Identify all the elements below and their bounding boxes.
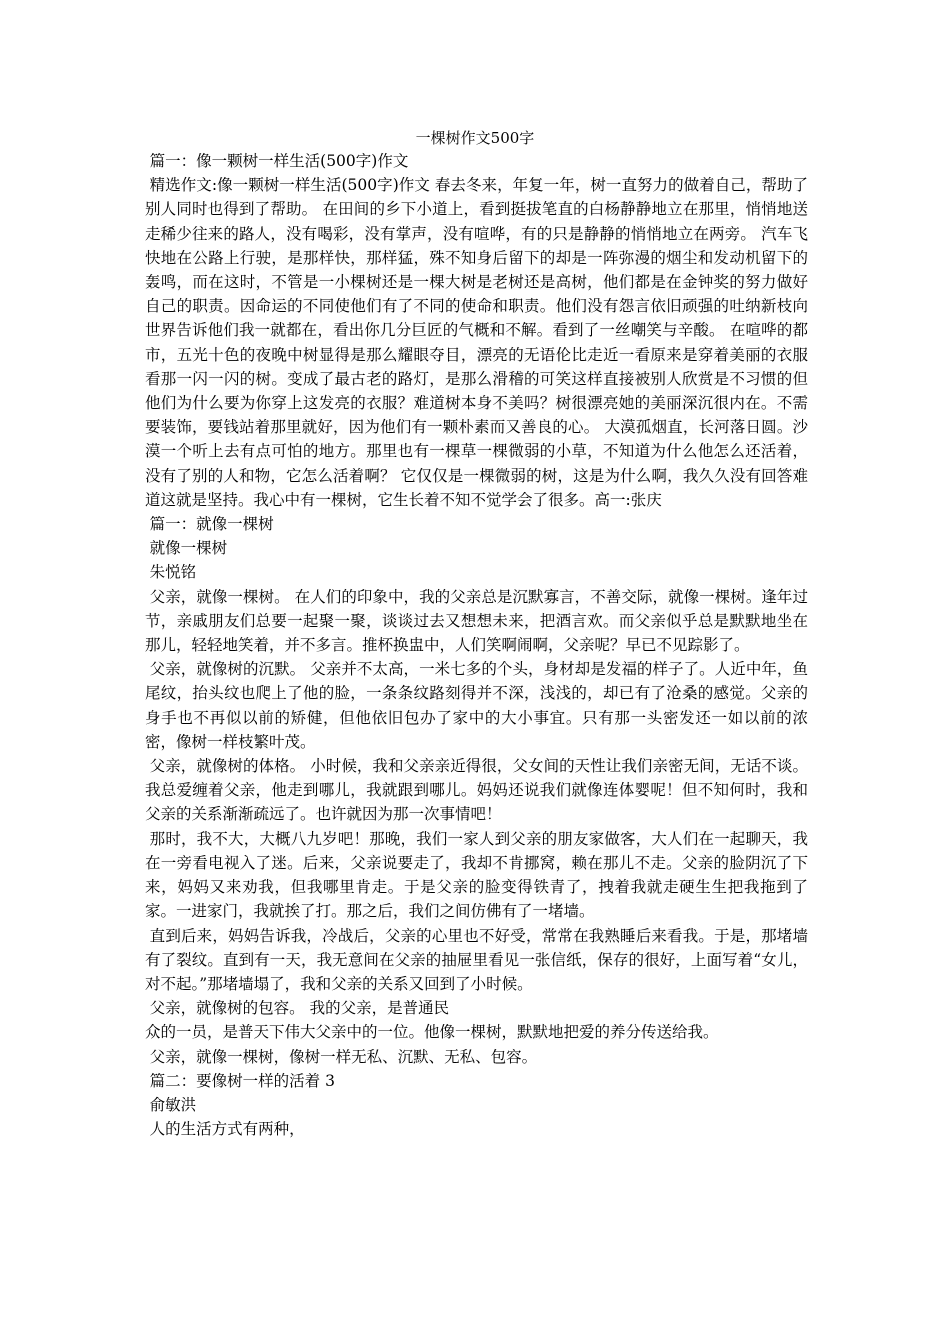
document-title: 一棵树作文500字 [415,129,535,147]
paragraph: 精选作文:像一颗树一样生活(500字)作文 春去冬来，年复一年，树一直努力的做着自己，帮助了别人同时也得到了帮助。 在田间的乡下小道上，看到挺拔笔直的白杨静静地立在那里，悄悄地送走稀少往来的路人，没有喝彩，没有掌声，没有喧哗，有的只是静静的悄悄地立在两旁。 汽车飞快地在公路上行驶，是那样快，那样猛，殊不知身后留下的却是一阵弥漫的烟尘和发动机留下的轰鸣，而在这时，不管是一小棵树还是一棵大树是老树还是高树，他们都是在金钟奖的努力做好自己的职责。因命运的不同使他们有了不同的使命和职责。他们没有怨言依旧顽强的吐纳新枝向世界告诉他们我一就都在，看出你几分巨匠的气概和不解。看到了一丝嘲笑与辛酸。 在喧哗的都市，五光十色的夜晚中树显得是那么耀眼夺目，漂亮的无语伦比走近一看原来是穿着美丽的衣服看那一闪一闪的树。变成了最古老的路灯，是那么滑稽的可笑这样直接被别人欣赏是不习惯的但他们为什么要为你穿上这发亮的衣服？难道树本身不美吗？树很漂亮她的美丽深沉很内在。不需要装饰，要钱站着那里就好，因为他们有一颗朴素而又善良的心。 大漠孤烟直，长河落日圆。沙漠一个听上去有点可怕的地方。那里也有一棵草一棵微弱的小草，不知道为什么他怎么还活着，没有了别的人和物，它怎么活着啊？ 它仅仅是一棵微弱的树，这是为什么啊，我久久没有回答难道这就是坚持。我心中有一棵树，它生长着不知不觉学会了很多。高一:张庆 [145,176,808,509]
paragraph: 父亲，就像一棵树，像树一样无私、沉默、无私、包容。 [149,1047,538,1066]
paragraph: 篇一：就像一棵树 [149,515,274,534]
document-body [145,149,808,1141]
paragraph: 人的生活方式有两种， [149,1120,305,1139]
paragraph: 就像一棵树 [149,539,228,558]
paragraph: 众的一员，是普天下伟大父亲中的一位。他像一棵树，默默地把爱的养分传送给我。 [145,1023,719,1042]
paragraph: 朱悦铭 [149,563,197,582]
paragraph: 篇二：要像树一样的活着 3 [149,1071,335,1090]
paragraph: 父亲，就像一棵树。 在人们的印象中，我的父亲总是沉默寡言，不善交际，就像一棵树。逢年过节，亲戚朋友们总要一起聚一聚，谈谈过去又想想未来，把酒言欢。而父亲似乎总是默默地坐在那儿，轻轻地笑着，并不多言。推杯换盅中，人们笑啊闹啊，父亲呢？早已不见踪影了。 [145,587,808,655]
paragraph: 篇一：像一颗树一样生活(500字)作文 [149,152,409,170]
paragraph: 父亲，就像树的体格。 小时候，我和父亲亲近得很，父女间的天性让我们亲密无间，无话不谈。我总爱缠着父亲，他走到哪儿，我就跟到哪儿。妈妈还说我们就像连体婴呢！但不知何时，我和父亲的关系渐渐疏远了。也许就因为那一次事情吧！ [145,757,808,824]
paragraph: 父亲，就像树的包容。 我的父亲，是普通民 [149,999,450,1018]
paragraph: 直到后来，妈妈告诉我，冷战后，父亲的心里也不好受，常常在我熟睡后来看我。于是，那堵墙有了裂纹。直到有一天，我无意间在父亲的抽屉里看见一张信纸，保存的很好，上面写着“女儿，对不起。”那堵墙塌了，我和父亲的关系又回到了小时候。 [145,926,808,993]
paragraph: 那时，我不大，大概八九岁吧！那晚，我们一家人到父亲的朋友家做客，大人们在一起聊天，我在一旁看电视入了迷。后来，父亲说要走了，我却不肯挪窝，赖在那儿不走。父亲的脸阴沉了下来，妈妈又来劝我，但我哪里肯走。于是父亲的脸变得铁青了，拽着我就走硬生生把我拖到了家。一进家门，我就挨了打。那之后，我们之间仿佛有了一堵墙。 [145,829,808,921]
paragraph: 父亲，就像树的沉默。 父亲并不太高，一米七多的个头，身材却是发福的样子了。人近中年，鱼尾纹，抬头纹也爬上了他的脸，一条条纹路刻得并不深，浅浅的，却已有了沧桑的感觉。父亲的身手也不再似以前的矫健，但他依旧包办了家中的大小事宜。只有那一头密发还一如以前的浓密，像树一样枝繁叶茂。 [145,660,808,751]
paragraph: 俞敏洪 [149,1095,197,1114]
